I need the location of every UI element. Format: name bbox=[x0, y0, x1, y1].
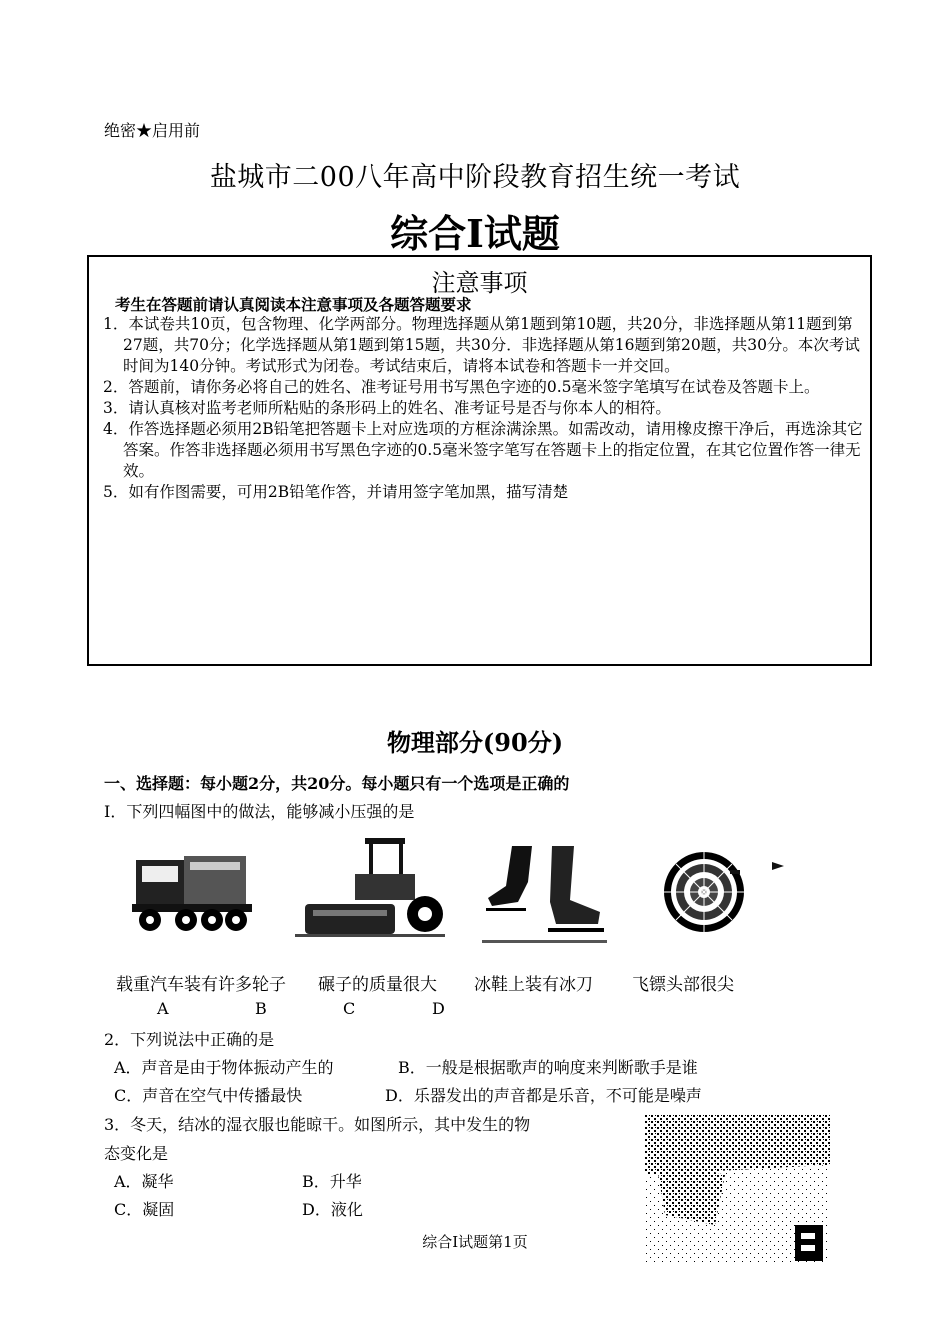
exam-title: 盐城市二00八年高中阶段教育招生统一考试 bbox=[209, 162, 741, 193]
option-letter-c: C bbox=[343, 999, 356, 1018]
ice-skate-illustration bbox=[482, 842, 612, 947]
subject-title: 综合Ⅰ试题 bbox=[390, 211, 560, 256]
page-footer: 综合Ⅰ试题第1页 bbox=[422, 1233, 528, 1251]
question-3-stem: 3．冬天，结冰的湿衣服也能晾干。如图所示，其中发生的物 bbox=[104, 1115, 531, 1134]
q3-option-d: D．液化 bbox=[302, 1200, 363, 1219]
notice-box bbox=[87, 255, 872, 666]
truck-illustration bbox=[128, 842, 258, 942]
q2-option-d: D．乐器发出的声音都是乐音，不可能是噪声 bbox=[385, 1086, 702, 1105]
secret-label: 绝密★启用前 bbox=[104, 121, 201, 140]
q3-option-c: C．凝固 bbox=[114, 1200, 175, 1219]
q3-option-a: A．凝华 bbox=[114, 1172, 174, 1191]
caption-b: 碾子的质量很大 bbox=[318, 975, 437, 995]
notice-item-5: 5．如有作图需要，可用2B铅笔作答，并请用签字笔加黑，描写清楚 bbox=[103, 483, 569, 501]
road-roller-illustration bbox=[295, 834, 450, 944]
option-letter-a: A bbox=[157, 999, 169, 1018]
caption-d: 飞镖头部很尖 bbox=[632, 975, 734, 995]
notice-item-1: 1．本试卷共10页，包含物理、化学两部分。物理选择题从第1题到第10题，共20分，非选择题从第11题到第27题，共70分；化学选择题从第1题到第15题，共30分．非选择题从第16题到第20题，共30分。本次考试时间为140分钟。考试形式为闭卷。考试结束后，请将本试卷和答题卡一并交回。 bbox=[103, 315, 860, 375]
q2-option-c: C．声音在空气中传播最快 bbox=[114, 1086, 303, 1105]
notice-item-4: 4．作答选择题必须用2B铅笔把答题卡上对应选项的方框涂满涂黑。如需改动，请用橡皮擦干净后，再选涂其它答案。作答非选择题必须用书写黑色字迹的0.5毫米签字笔写在答题卡上的指定位置，在其它位置作答一律无效。 bbox=[103, 420, 863, 480]
q2-option-b: B．一般是根据歌声的响度来判断歌手是谁 bbox=[398, 1058, 698, 1077]
option-letter-b: B bbox=[255, 999, 267, 1018]
caption-a: 载重汽车装有许多轮子 bbox=[116, 975, 286, 995]
notice-item-2: 2．答题前，请你务必将自己的姓名、准考证号用书写黑色字迹的0.5毫米签字笔填写在试卷及答题卡上。 bbox=[103, 378, 820, 396]
caption-c: 冰鞋上装有冰刀 bbox=[474, 975, 593, 995]
notice-title: 注意事项 bbox=[431, 269, 528, 297]
question-2-stem: 2．下列说法中正确的是 bbox=[104, 1030, 275, 1049]
dartboard-illustration bbox=[662, 838, 787, 948]
q3-option-b: B．升华 bbox=[302, 1172, 362, 1191]
choice-section-header: 一、选择题：每小题2分，共20分。每小题只有一个选项是正确的 bbox=[104, 774, 570, 793]
question-3-stem-cont: 态变化是 bbox=[104, 1144, 169, 1163]
q2-option-a: A．声音是由于物体振动产生的 bbox=[114, 1058, 334, 1077]
notice-item-3: 3．请认真核对监考老师所粘贴的条形码上的姓名、准考证号是否与你本人的相符。 bbox=[103, 399, 671, 417]
physics-section-title: 物理部分(90分) bbox=[386, 728, 564, 757]
notice-list bbox=[103, 314, 863, 503]
question-1-stem: I．下列四幅图中的做法，能够减小压强的是 bbox=[104, 802, 415, 821]
option-letter-d: D bbox=[432, 999, 445, 1018]
notice-intro: 考生在答题前请认真阅读本注意事项及各题答题要求 bbox=[115, 295, 472, 314]
